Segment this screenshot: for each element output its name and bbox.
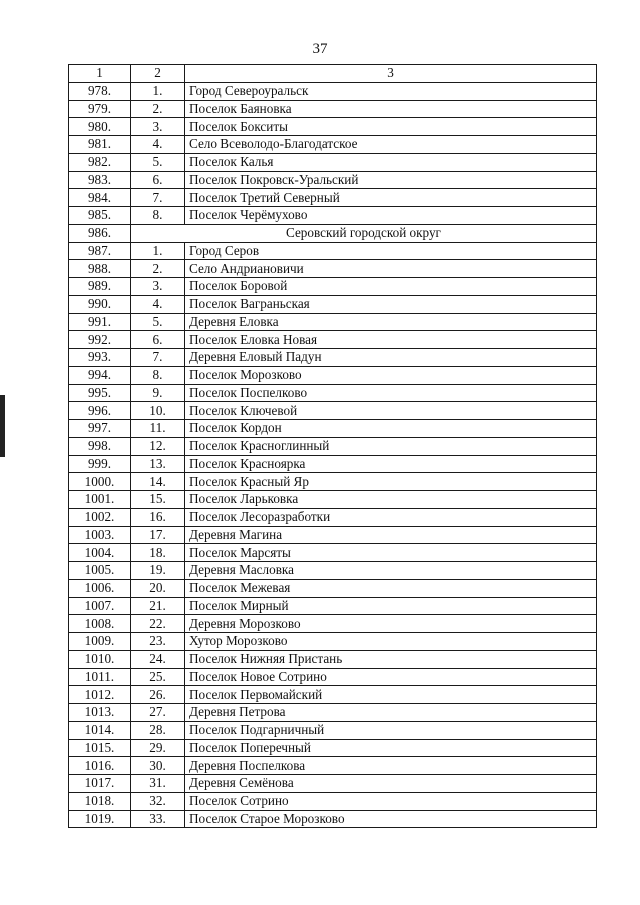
settlement-name-cell: Деревня Масловка <box>185 562 597 580</box>
row-number-cell: 996. <box>69 402 131 420</box>
table-row <box>69 792 597 810</box>
local-number-cell: 4. <box>131 136 185 154</box>
row-number-cell: 1009. <box>69 633 131 651</box>
table-row <box>69 668 597 686</box>
local-number-cell: 4. <box>131 295 185 313</box>
settlement-name-cell: Город Серов <box>185 242 597 260</box>
row-number-cell: 983. <box>69 171 131 189</box>
table-row <box>69 384 597 402</box>
row-number-cell: 1001. <box>69 491 131 509</box>
row-number-cell: 989. <box>69 278 131 296</box>
settlement-name-cell: Поселок Ваграньская <box>185 295 597 313</box>
row-number-cell: 979. <box>69 100 131 118</box>
local-number-cell: 13. <box>131 455 185 473</box>
table-row <box>69 136 597 154</box>
row-number-cell: 1004. <box>69 544 131 562</box>
settlement-name-cell: Поселок Марсяты <box>185 544 597 562</box>
local-number-cell: 31. <box>131 775 185 793</box>
settlement-name-cell: Поселок Калья <box>185 153 597 171</box>
table-row <box>69 775 597 793</box>
settlement-name-cell: Поселок Покровск-Уральский <box>185 171 597 189</box>
row-number-cell: 1005. <box>69 562 131 580</box>
settlement-name-cell: Поселок Подгарничный <box>185 721 597 739</box>
settlement-name-cell: Поселок Нижняя Пристань <box>185 650 597 668</box>
row-number-cell: 992. <box>69 331 131 349</box>
local-number-cell: 7. <box>131 189 185 207</box>
row-number-cell: 1012. <box>69 686 131 704</box>
row-number-cell: 1000. <box>69 473 131 491</box>
local-number-cell: 15. <box>131 491 185 509</box>
settlement-name-cell: Хутор Морозково <box>185 633 597 651</box>
table-row <box>69 402 597 420</box>
local-number-cell: 3. <box>131 118 185 136</box>
settlement-name-cell: Поселок Старое Морозково <box>185 810 597 828</box>
row-number-cell: 986. <box>69 224 131 242</box>
table-row <box>69 721 597 739</box>
local-number-cell: 27. <box>131 704 185 722</box>
local-number-cell: 16. <box>131 508 185 526</box>
settlement-name-cell: Поселок Красноглинный <box>185 437 597 455</box>
table-row <box>69 171 597 189</box>
settlement-name-cell: Деревня Морозково <box>185 615 597 633</box>
local-number-cell: 1. <box>131 82 185 100</box>
local-number-cell: 2. <box>131 100 185 118</box>
local-number-cell: 17. <box>131 526 185 544</box>
settlement-name-cell: Поселок Ларьковка <box>185 491 597 509</box>
settlement-name-cell: Поселок Межевая <box>185 579 597 597</box>
settlement-name-cell: Поселок Баяновка <box>185 100 597 118</box>
local-number-cell: 26. <box>131 686 185 704</box>
local-number-cell: 6. <box>131 331 185 349</box>
settlement-name-cell: Деревня Еловка <box>185 313 597 331</box>
table-row <box>69 189 597 207</box>
settlement-name-cell: Поселок Бокситы <box>185 118 597 136</box>
table-row <box>69 633 597 651</box>
settlement-name-cell: Поселок Третий Северный <box>185 189 597 207</box>
table-row <box>69 349 597 367</box>
local-number-cell: 11. <box>131 420 185 438</box>
local-number-cell: 29. <box>131 739 185 757</box>
table-row <box>69 437 597 455</box>
row-number-cell: 993. <box>69 349 131 367</box>
scan-edge-mark <box>0 395 5 457</box>
settlement-name-cell: Поселок Кордон <box>185 420 597 438</box>
row-number-cell: 1018. <box>69 792 131 810</box>
table-row <box>69 544 597 562</box>
table-row <box>69 810 597 828</box>
header-col-2: 2 <box>131 65 185 83</box>
page-number: 37 <box>312 41 328 57</box>
table-row <box>69 739 597 757</box>
row-number-cell: 991. <box>69 313 131 331</box>
table-row <box>69 420 597 438</box>
district-heading-row <box>69 224 597 242</box>
local-number-cell: 23. <box>131 633 185 651</box>
row-number-cell: 988. <box>69 260 131 278</box>
table-row <box>69 153 597 171</box>
local-number-cell: 7. <box>131 349 185 367</box>
settlements-table <box>68 64 597 828</box>
table-row <box>69 295 597 313</box>
settlement-name-cell: Поселок Боровой <box>185 278 597 296</box>
local-number-cell: 14. <box>131 473 185 491</box>
table-row <box>69 473 597 491</box>
local-number-cell: 21. <box>131 597 185 615</box>
table-row <box>69 207 597 225</box>
settlement-name-cell: Поселок Поперечный <box>185 739 597 757</box>
settlement-name-cell: Поселок Лесоразработки <box>185 508 597 526</box>
row-number-cell: 1008. <box>69 615 131 633</box>
settlement-name-cell: Село Всеволодо-Благодатское <box>185 136 597 154</box>
row-number-cell: 985. <box>69 207 131 225</box>
table-row <box>69 82 597 100</box>
table-row <box>69 615 597 633</box>
settlement-name-cell: Поселок Ключевой <box>185 402 597 420</box>
local-number-cell: 5. <box>131 153 185 171</box>
table-row <box>69 366 597 384</box>
settlement-name-cell: Поселок Красноярка <box>185 455 597 473</box>
row-number-cell: 994. <box>69 366 131 384</box>
settlement-name-cell: Поселок Черёмухово <box>185 207 597 225</box>
row-number-cell: 1017. <box>69 775 131 793</box>
table-row <box>69 562 597 580</box>
settlement-name-cell: Город Североуральск <box>185 82 597 100</box>
row-number-cell: 997. <box>69 420 131 438</box>
settlement-name-cell: Поселок Морозково <box>185 366 597 384</box>
row-number-cell: 1010. <box>69 650 131 668</box>
local-number-cell: 20. <box>131 579 185 597</box>
table-row <box>69 526 597 544</box>
table-row <box>69 579 597 597</box>
local-number-cell: 6. <box>131 171 185 189</box>
local-number-cell: 8. <box>131 366 185 384</box>
settlement-name-cell: Поселок Первомайский <box>185 686 597 704</box>
table-row <box>69 455 597 473</box>
table-row <box>69 278 597 296</box>
settlement-name-cell: Деревня Поспелкова <box>185 757 597 775</box>
local-number-cell: 3. <box>131 278 185 296</box>
local-number-cell: 8. <box>131 207 185 225</box>
table-row <box>69 686 597 704</box>
settlement-name-cell: Поселок Сотрино <box>185 792 597 810</box>
row-number-cell: 1006. <box>69 579 131 597</box>
table-row <box>69 704 597 722</box>
settlement-name-cell: Поселок Поспелково <box>185 384 597 402</box>
settlement-name-cell: Поселок Еловка Новая <box>185 331 597 349</box>
table-row <box>69 491 597 509</box>
local-number-cell: 19. <box>131 562 185 580</box>
local-number-cell: 9. <box>131 384 185 402</box>
row-number-cell: 984. <box>69 189 131 207</box>
row-number-cell: 981. <box>69 136 131 154</box>
table-header-row <box>69 65 597 83</box>
local-number-cell: 30. <box>131 757 185 775</box>
local-number-cell: 12. <box>131 437 185 455</box>
row-number-cell: 1014. <box>69 721 131 739</box>
table-row <box>69 757 597 775</box>
table-row <box>69 118 597 136</box>
local-number-cell: 24. <box>131 650 185 668</box>
table-row <box>69 597 597 615</box>
row-number-cell: 995. <box>69 384 131 402</box>
district-name-cell: Серовский городской округ <box>131 224 597 242</box>
row-number-cell: 1019. <box>69 810 131 828</box>
row-number-cell: 998. <box>69 437 131 455</box>
local-number-cell: 25. <box>131 668 185 686</box>
row-number-cell: 1015. <box>69 739 131 757</box>
settlement-name-cell: Поселок Красный Яр <box>185 473 597 491</box>
settlement-name-cell: Деревня Петрова <box>185 704 597 722</box>
local-number-cell: 2. <box>131 260 185 278</box>
table-row <box>69 508 597 526</box>
local-number-cell: 10. <box>131 402 185 420</box>
local-number-cell: 22. <box>131 615 185 633</box>
row-number-cell: 1007. <box>69 597 131 615</box>
local-number-cell: 28. <box>131 721 185 739</box>
table-row <box>69 331 597 349</box>
table-row <box>69 313 597 331</box>
row-number-cell: 1013. <box>69 704 131 722</box>
row-number-cell: 990. <box>69 295 131 313</box>
local-number-cell: 5. <box>131 313 185 331</box>
settlement-name-cell: Деревня Еловый Падун <box>185 349 597 367</box>
header-col-3: 3 <box>185 65 597 83</box>
settlement-name-cell: Деревня Семёнова <box>185 775 597 793</box>
local-number-cell: 18. <box>131 544 185 562</box>
row-number-cell: 1002. <box>69 508 131 526</box>
row-number-cell: 980. <box>69 118 131 136</box>
table-row <box>69 650 597 668</box>
header-col-1: 1 <box>69 65 131 83</box>
table-row <box>69 260 597 278</box>
row-number-cell: 1011. <box>69 668 131 686</box>
table-body <box>69 82 597 828</box>
row-number-cell: 1016. <box>69 757 131 775</box>
settlement-name-cell: Поселок Мирный <box>185 597 597 615</box>
local-number-cell: 33. <box>131 810 185 828</box>
row-number-cell: 999. <box>69 455 131 473</box>
table-row <box>69 100 597 118</box>
local-number-cell: 32. <box>131 792 185 810</box>
row-number-cell: 982. <box>69 153 131 171</box>
table-row <box>69 242 597 260</box>
settlement-name-cell: Деревня Магина <box>185 526 597 544</box>
settlement-name-cell: Село Андриановичи <box>185 260 597 278</box>
row-number-cell: 1003. <box>69 526 131 544</box>
row-number-cell: 978. <box>69 82 131 100</box>
local-number-cell: 1. <box>131 242 185 260</box>
settlement-name-cell: Поселок Новое Сотрино <box>185 668 597 686</box>
row-number-cell: 987. <box>69 242 131 260</box>
